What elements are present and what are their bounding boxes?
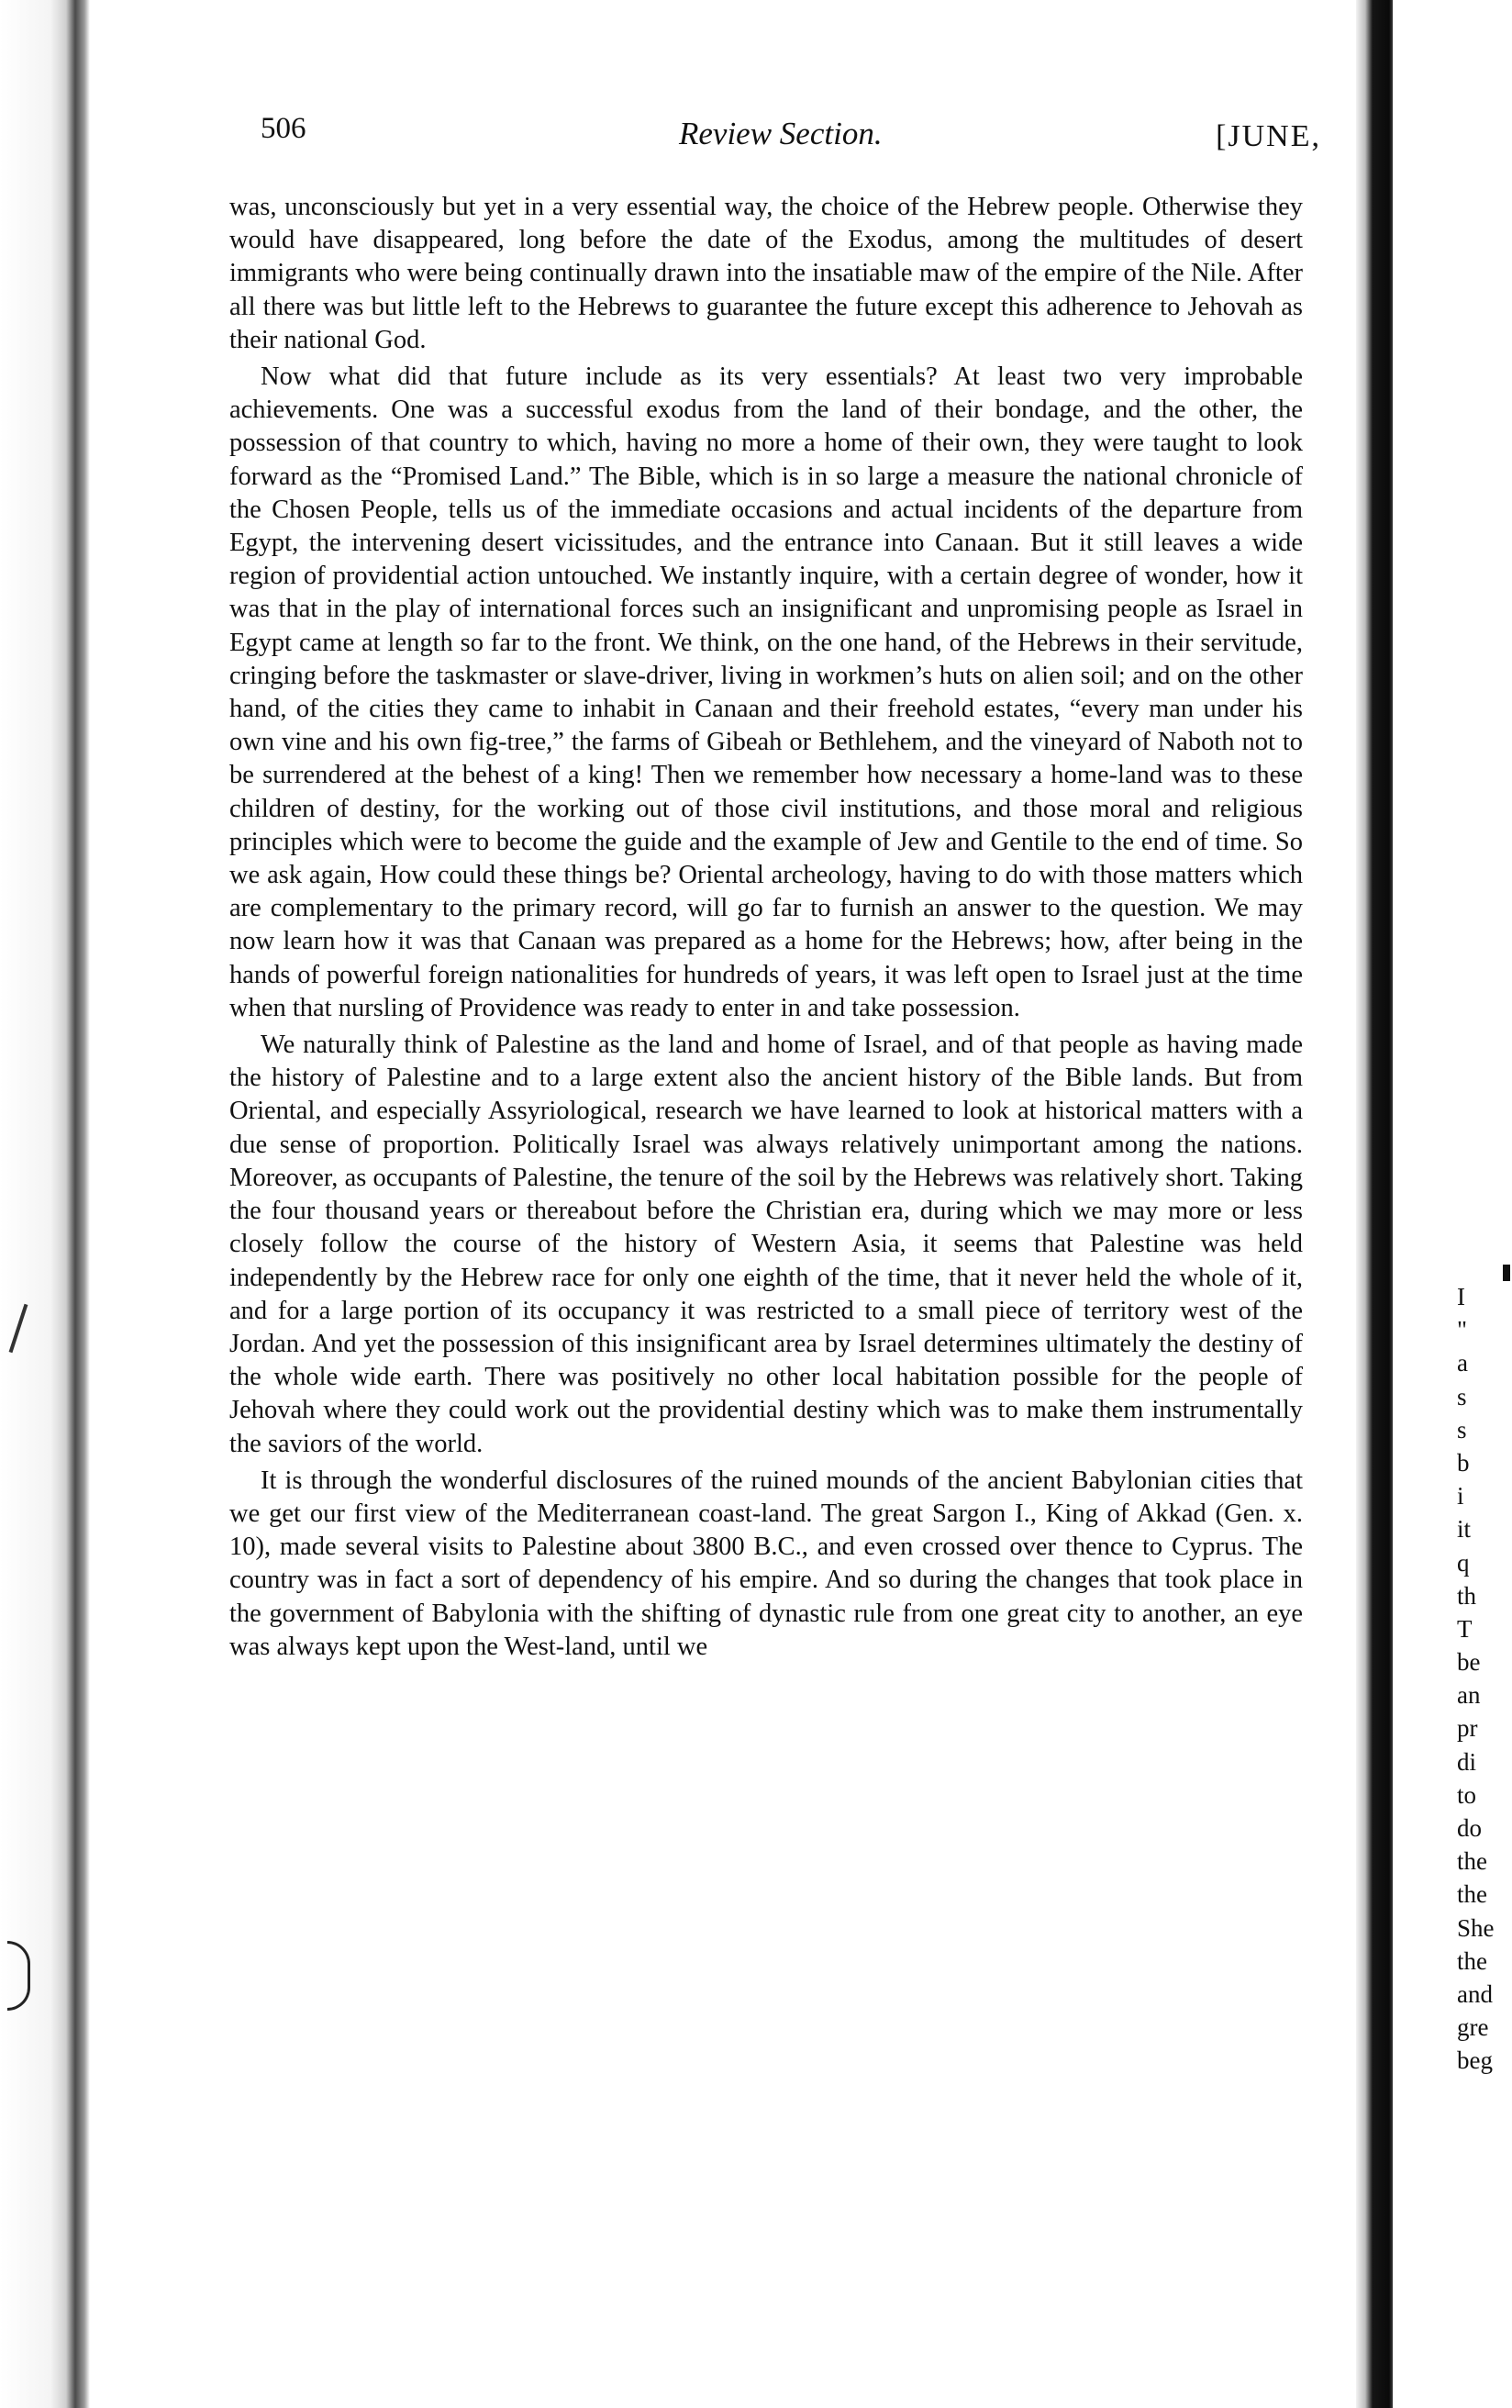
facing-page-fragment: be	[1457, 1648, 1481, 1677]
paragraph: We naturally think of Palestine as the land and home of Israel, and of that people as having made the history of Palestine and to a large extent also the ancient history of the Bible lands. But from Oriental, and especially Assyriological, research we have learned to look at historical matters with a due sense of proportion. Politically Israel was always relatively unimportant among the nations. Moreover, as occupants of Palestine, the tenure of the soil by the Hebrews was relatively short. Taking the four thousand years or thereabout before the Christian era, during which we may more or less closely follow the course of the history of Western Asia, it seems that Palestine was held independently by the Hebrew race for only one eighth of the time, that it never held the whole of it, and for a large portion of its occupancy it was restricted to a small piece of territory west of the Jordan. And yet the possession of this insignificant area by Israel determines ultimately the destiny of the whole wide earth. There was positively no other local habitation possible for the people of Jehovah where they could work out the providential destiny which was to make them instrumentally the saviors of the world.	[229, 1031, 1303, 1458]
paragraph: was, unconsciously but yet in a very essential way, the choice of the Hebrew people. Otherwise they would have disappeared, long before the date of the Exodus, among the multitudes of desert immigrants who were being continually drawn into the insatiable maw of the empire of the Nile. After all there was but little left to the Hebrews to guarantee the future except this adherence to Jehovah as their national God.	[229, 193, 1303, 354]
facing-page-fragment: b	[1457, 1448, 1470, 1477]
facing-page-fragment: the	[1457, 1847, 1487, 1876]
page-header	[229, 108, 1321, 163]
facing-page-fragment: s	[1457, 1415, 1467, 1444]
facing-page-mark	[1503, 1265, 1510, 1281]
facing-page-fragment: a	[1457, 1349, 1468, 1377]
facing-page-fragment: the	[1457, 1880, 1487, 1909]
paragraph: Now what did that future include as its very essentials? At least two very improbable achievements. One was a successful exodus from the land of their bondage, and the other, the possession of that country to which, having no more a home of their own, they were taught to look forward as the “Promised Land.” The Bible, which is in so large a measure the national chronicle of the Chosen People, tells us of the immediate occasions and actual incidents of the departure from Egypt, the intervening desert vicissitudes, and the entrance into Canaan. But it still leaves a wide region of providential action untouched. We instantly inquire, with a certain degree of wonder, how it was that in the play of international forces such an insignificant and unpromising people as Israel in Egypt came at length so far to the front. We think, on the one hand, of the Hebrews in their servitude, cringing before the taskmaster or slave-driver, living in workmen’s huts on alien soil; and on the other hand, of the cities they came to inhabit in Canaan and their freehold estates, “every man under his own vine and his own fig-tree,” the farms of Gibeah or Bethlehem, and the vineyard of Naboth not to be surrendered at the behest of a king! Then we remember how necessary a home-land was to these children of destiny, for the working out of those civil institutions, and those moral and religious principles which were to become the guide and the example of Jew and Gentile to the end of time. So we ask again, How could these things be? Oriental archeology, having to do with those matters which are complementary to the primary record, will go far to furnish an answer to the question. We may now learn how it was that Canaan was prepared as a home for the Hebrews; how, after being in the hands of powerful foreign nationalities for hundreds of years, it was left open to Israel just at the time when that nursling of Providence was ready to enter in and take possession.	[229, 362, 1303, 1022]
facing-page-fragment: di	[1457, 1747, 1477, 1776]
facing-page-fragment: gre	[1457, 2013, 1489, 2042]
facing-page-fragment: th	[1457, 1581, 1477, 1610]
facing-page-fragment: to	[1457, 1780, 1477, 1809]
facing-page-fragment: She	[1457, 1913, 1495, 1942]
paragraph: It is through the wonderful disclosures of the ruined mounds of the ancient Babylonian cities that we get our first view of the Mediterranean coast-land. The great Sargon I., King of Akkad (Gen. x. 10), made several visits to Palestine about 3800 B.C., and even crossed over thence to Cyprus. The country was in fact a sort of dependency of his empire. And so during the changes that took place in the government of Babylonia with the shifting of dynastic rule from one great city to another, an eye was always kept upon the West-land, until we	[229, 1466, 1303, 1661]
facing-page-fragment: do	[1457, 1814, 1482, 1842]
facing-page-fragment: beg	[1457, 2046, 1493, 2075]
facing-page-fragment: it	[1457, 1515, 1472, 1544]
page-edge-shadow	[0, 0, 90, 2408]
book-gutter	[1356, 0, 1393, 2408]
facing-page-fragment: s	[1457, 1382, 1467, 1410]
page-number: 506	[261, 112, 306, 145]
facing-page-fragment: q	[1457, 1548, 1470, 1577]
book-page	[229, 108, 1321, 2164]
facing-page-fragment: an	[1457, 1681, 1481, 1710]
facing-page-text	[1457, 1280, 1512, 2078]
header-month: [JUNE,	[1216, 119, 1321, 153]
facing-page-fragment: pr	[1457, 1714, 1478, 1743]
running-head: Review Section.	[679, 116, 883, 151]
body-text	[229, 191, 1303, 1667]
facing-page-fragment: I	[1457, 1283, 1465, 1310]
facing-page-fragment: "	[1457, 1316, 1468, 1344]
facing-page-fragment: i	[1457, 1482, 1464, 1511]
facing-page-fragment: and	[1457, 1979, 1493, 2008]
facing-page-fragment: T	[1457, 1614, 1473, 1643]
facing-page-fragment: the	[1457, 1946, 1487, 1975]
